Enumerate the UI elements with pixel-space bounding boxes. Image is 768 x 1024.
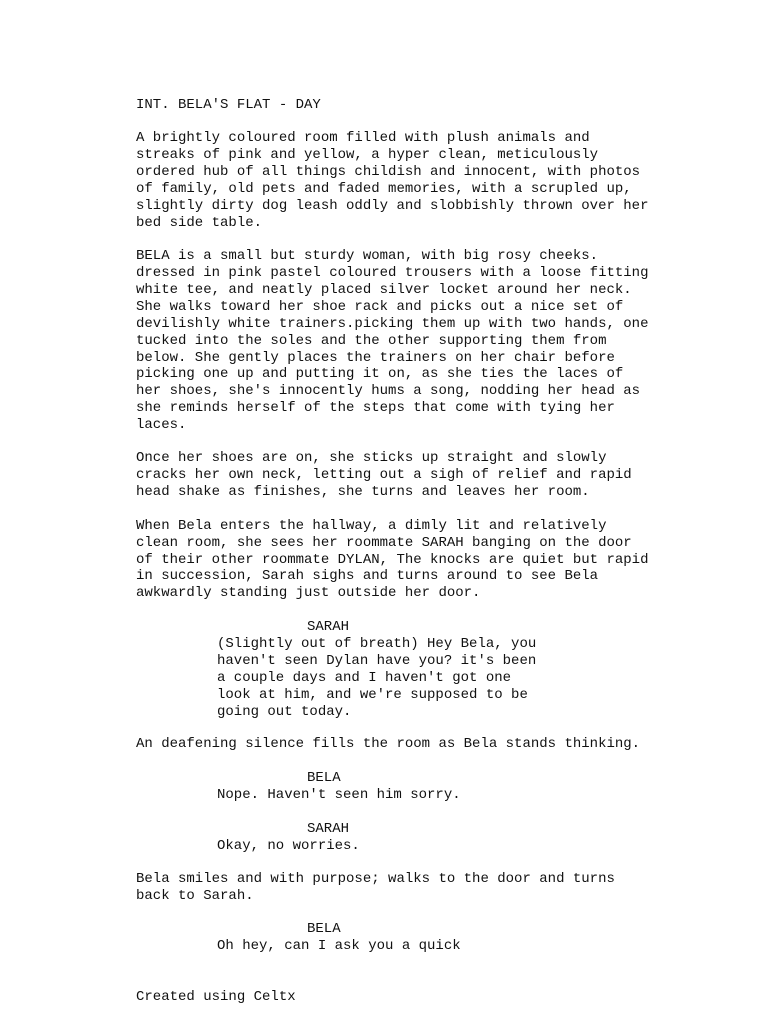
dialogue-line: look at him, and we're supposed to be bbox=[217, 687, 528, 703]
action-line: picking one up and putting it on, as she ties the laces of bbox=[136, 366, 624, 382]
dialogue-line: haven't seen Dylan have you? it's been bbox=[217, 653, 537, 669]
action-line: She walks toward her shoe rack and picks out a nice set of bbox=[136, 299, 624, 315]
action-line: back to Sarah. bbox=[136, 888, 254, 904]
action-line: An deafening silence fills the room as Bela stands thinking. bbox=[136, 736, 641, 752]
dialogue-line: a couple days and I haven't got one bbox=[217, 670, 512, 686]
action-line: laces. bbox=[136, 417, 187, 433]
action-line: streaks of pink and yellow, a hyper clean, meticulously bbox=[136, 147, 599, 163]
action-line: white tee, and neatly placed silver locket around her neck. bbox=[136, 282, 632, 298]
action-line: bed side table. bbox=[136, 215, 263, 231]
action-line: A brightly coloured room filled with plush animals and bbox=[136, 130, 590, 146]
action-line: in succession, Sarah sighs and turns around to see Bela bbox=[136, 568, 599, 584]
action-line: devilishly white trainers.picking them up with two hands, one bbox=[136, 316, 649, 332]
action-line: clean room, she sees her roommate SARAH banging on the door bbox=[136, 535, 632, 551]
action-line: of their other roommate DYLAN, The knocks are quiet but rapid bbox=[136, 552, 649, 568]
character-name: SARAH bbox=[307, 619, 350, 635]
page-footer: Created using Celtx bbox=[136, 989, 296, 1005]
dialogue-line: Oh hey, can I ask you a quick bbox=[217, 938, 461, 954]
character-name: SARAH bbox=[307, 821, 350, 837]
action-line: ordered hub of all things childish and innocent, with photos bbox=[136, 164, 641, 180]
character-name: BELA bbox=[307, 770, 341, 786]
action-line: head shake as finishes, she turns and leaves her room. bbox=[136, 484, 590, 500]
action-line: slightly dirty dog leash oddly and slobbishly thrown over her bbox=[136, 198, 649, 214]
action-line: she reminds herself of the steps that come with tying her bbox=[136, 400, 615, 416]
action-line: her shoes, she's innocently hums a song, nodding her head as bbox=[136, 383, 641, 399]
action-line: Bela smiles and with purpose; walks to the door and turns bbox=[136, 871, 615, 887]
action-line: Once her shoes are on, she sticks up straight and slowly bbox=[136, 450, 607, 466]
action-line: BELA is a small but sturdy woman, with big rosy cheeks. bbox=[136, 248, 599, 264]
scene-heading: INT. BELA'S FLAT - DAY bbox=[136, 97, 321, 113]
dialogue-line: Nope. Haven't seen him sorry. bbox=[217, 787, 461, 803]
action-line: When Bela enters the hallway, a dimly lit and relatively bbox=[136, 518, 607, 534]
action-line: tucked into the soles and the other supporting them from bbox=[136, 333, 607, 349]
action-line: awkwardly standing just outside her door. bbox=[136, 585, 481, 601]
action-line: of family, old pets and faded memories, with a scrupled up, bbox=[136, 181, 632, 197]
action-line: cracks her own neck, letting out a sigh of relief and rapid bbox=[136, 467, 632, 483]
dialogue-line: (Slightly out of breath) Hey Bela, you bbox=[217, 636, 537, 652]
character-name: BELA bbox=[307, 921, 341, 937]
dialogue-line: Okay, no worries. bbox=[217, 838, 360, 854]
action-line: below. She gently places the trainers on her chair before bbox=[136, 350, 615, 366]
dialogue-line: going out today. bbox=[217, 704, 352, 720]
action-line: dressed in pink pastel coloured trousers with a loose fitting bbox=[136, 265, 649, 281]
